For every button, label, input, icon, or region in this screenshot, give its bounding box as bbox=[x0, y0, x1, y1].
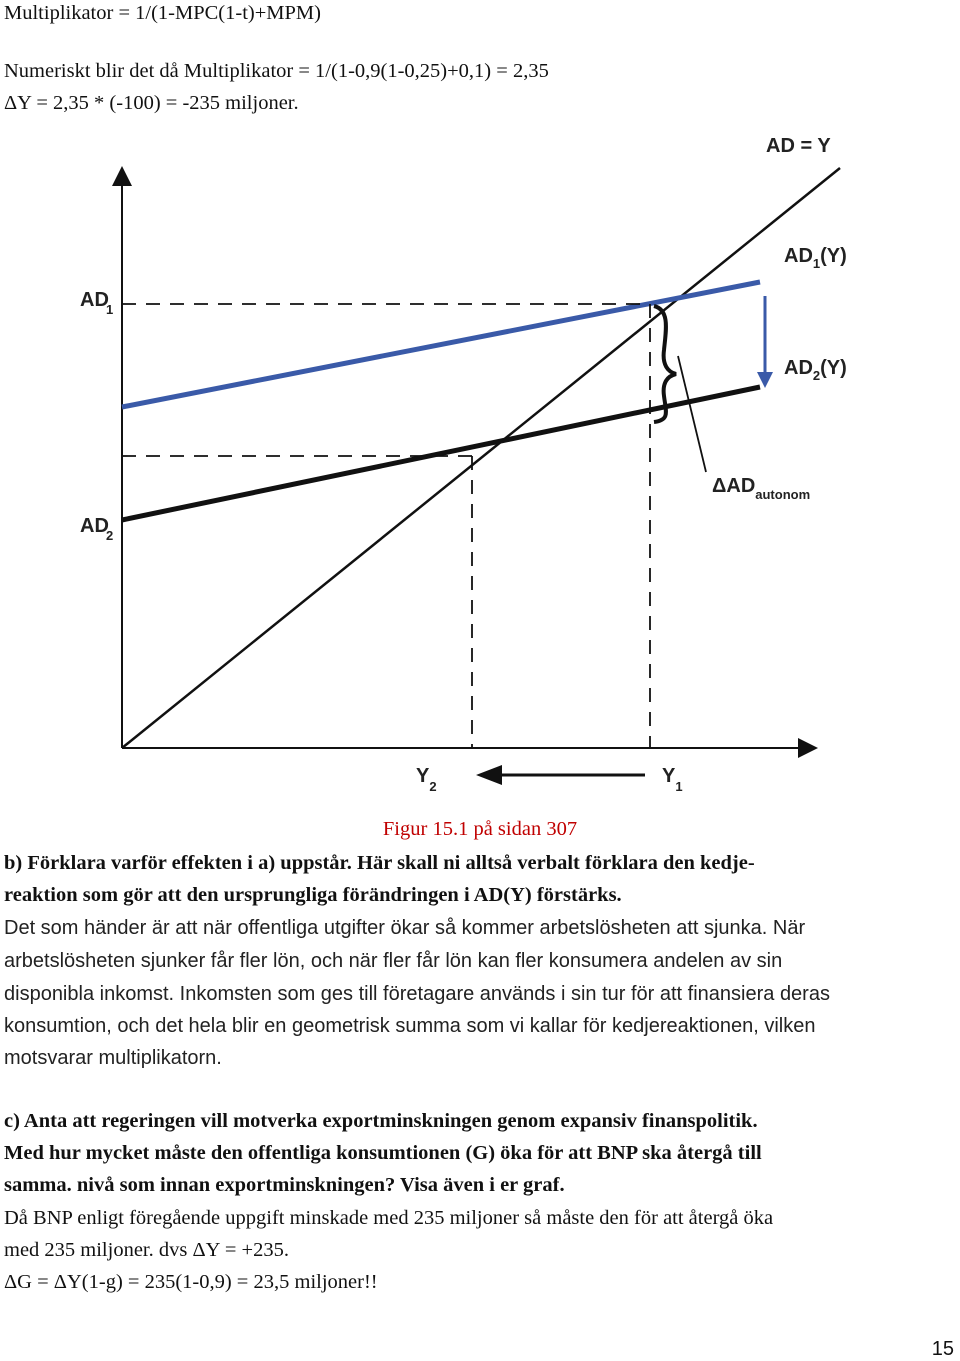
answer-b-line-1: Det som händer är att när offentliga utgifter ökar så kommer arbetslösheten att sjunka. När bbox=[4, 917, 806, 939]
ad2-curve-label: $AD_2(Y)$ bbox=[784, 357, 847, 383]
answer-b-line-5: motsvarar multiplikatorn. bbox=[4, 1047, 222, 1069]
answer-c-line-3: ΔG = ΔY(1-g) = 235(1-0,9) = 23,5 miljoner!! bbox=[4, 1271, 378, 1293]
question-c-line-2: Med hur mycket måste den offentliga konsumtionen (G) öka för att BNP ska återgå till bbox=[4, 1142, 762, 1164]
ad1-axis-label: AD1 bbox=[80, 289, 114, 317]
delta-y-result: ΔY = 2,35 * (-100) = -235 miljoner. bbox=[4, 92, 299, 114]
y1-label: $Y_1$ bbox=[662, 765, 683, 794]
answer-b-line-3: disponibla inkomst. Inkomsten som ges till företagare används i sin tur för att finansiera deras bbox=[4, 983, 830, 1005]
question-c-line-1: c) Anta att regeringen vill motverka exportminskningen genom expansiv finanspolitik. bbox=[4, 1110, 758, 1132]
figure-caption: Figur 15.1 på sidan 307 bbox=[382, 818, 578, 840]
ad-equals-y-line bbox=[122, 168, 840, 748]
delta-ad-label: $\Delta AD_{autonom}$ bbox=[712, 475, 811, 502]
y2-label: $Y_2$ bbox=[416, 765, 437, 794]
multiplier-numeric: Numeriskt blir det då Multiplikator = 1/(1-0,9(1-0,25)+0,1) = 2,35 bbox=[4, 60, 549, 82]
answer-b-line-4: konsumtion, och det hela blir en geometrisk summa som vi kallar för kedjereaktionen, vilken bbox=[4, 1015, 816, 1037]
question-b-line-2: reaktion som gör att den ursprungliga förändringen i AD(Y) förstärks. bbox=[4, 884, 622, 906]
ad2-axis-label: AD2 bbox=[80, 515, 114, 543]
answer-c-line-2: med 235 miljoner. dvs ΔY = +235. bbox=[4, 1239, 289, 1261]
page-number: 15 bbox=[931, 1338, 954, 1360]
ad1-curve-label: $AD_1(Y)$ bbox=[784, 245, 847, 271]
question-b-line-1: b) Förklara varför effekten i a) uppstår. Här skall ni alltså verbalt förklara den kedje- bbox=[4, 852, 755, 874]
y-shift-arrowhead bbox=[476, 765, 502, 785]
delta-ad-pointer bbox=[678, 356, 706, 472]
question-c-line-3: samma. nivå som innan exportminskningen? Visa även i er graf. bbox=[4, 1174, 565, 1196]
answer-b-line-2: arbetslösheten sjunker får fler lön, och när fler får lön kan fler konsumera andelen av sin bbox=[4, 950, 783, 972]
answer-c-line-1: Då BNP enligt föregående uppgift minskade med 235 miljoner så måste den för att återgå öka bbox=[4, 1207, 774, 1229]
ad-diagram bbox=[0, 120, 960, 810]
ad-equals-y-label: AD = Y bbox=[766, 135, 831, 157]
multiplier-formula: Multiplikator = 1/(1-MPC(1-t)+MPM) bbox=[4, 2, 321, 24]
